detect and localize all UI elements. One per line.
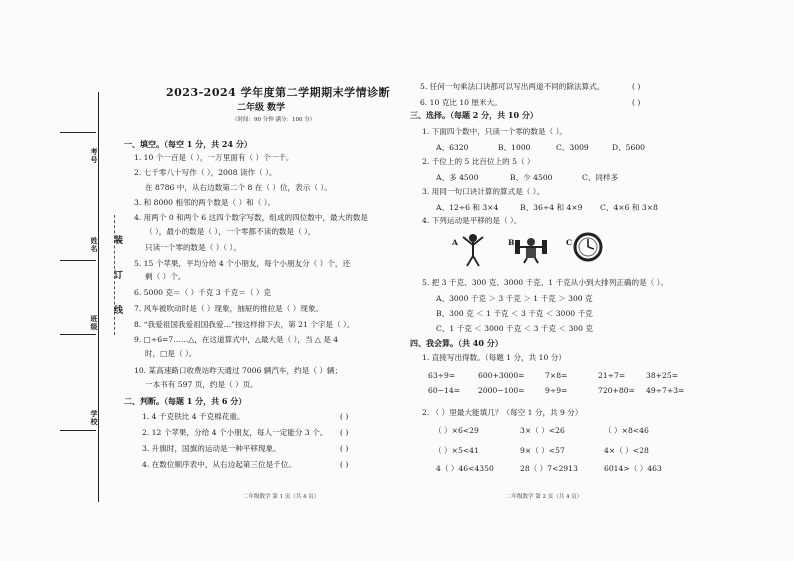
fill-r3-c3: 6014>（ ）463 xyxy=(604,464,662,473)
choice-q5: 5. 把 3 千克、300 克、3000 千克、1 千克从小到大排列正确的是（ ）。 xyxy=(422,278,669,287)
fill-r3-c2: 28（ ）7<2913 xyxy=(520,464,578,473)
exam-no-underline xyxy=(60,132,96,133)
judge-item-2: 2. 12 个苹果，分给 4 个小朋友，每人一定能分 3 个。 xyxy=(142,428,328,437)
fill-item-5: 5. 15 个苹果，平均分给 4 个小朋友，每个小朋友分（ ）个，还 xyxy=(134,259,351,268)
fill-r1-c1: （ ）×6<29 xyxy=(434,426,479,435)
fill-item-4b: （ ），最小的数是（ ），一个零都不读的数是（ ）， xyxy=(145,227,316,236)
exam-no-label: 考号 xyxy=(90,148,99,164)
fill-item-9b: 时，□是（ ）。 xyxy=(145,349,197,358)
exam-time-note: （时间：90 分钟 满分：100 分） xyxy=(232,117,316,123)
fill-r3-c1: 4（ ）46<4350 xyxy=(436,464,494,473)
judge-item-4: 4. 在数位顺序表中，从右边起第三位是千位。 xyxy=(142,460,296,469)
calc-r1-c3: 7×8= xyxy=(545,371,568,380)
name-underline xyxy=(60,260,96,261)
fill-r1-c2: 3×（ ）<26 xyxy=(520,426,565,435)
judge-item-5: 5. 任何一句乘法口诀都可以写出两道不同的除法算式。 xyxy=(420,82,605,91)
fill-item-6: 6. 5000 克＝（ ）千克 3 千克＝（ ）克 xyxy=(134,288,272,297)
choice-q1-opt-d: D、5600 xyxy=(612,143,646,152)
fill-item-1: 1. 10 个一百是（ ），一万里面有（ ）个一千。 xyxy=(134,153,294,162)
fill-item-2b: 在 8786 中，从右边数第二个 8 在（ ）位，表示（ ）。 xyxy=(145,183,332,192)
exam-title: 2023-2024 学年度第二学期期末学情诊断 xyxy=(166,86,391,99)
judge-item-6: 6. 10 克比 10 厘米大。 xyxy=(420,98,502,107)
choice-q5-opt-a: A、3000 千克 ＞ 3 千克 ＞ 1 千克 ＞ 300 克 xyxy=(436,294,593,303)
calc-r1-c1: 63÷9= xyxy=(428,371,456,380)
choice-q4: 4. 下列运动是平移的是（ ）。 xyxy=(422,216,522,225)
binding-xian: 线 xyxy=(112,305,122,316)
name-label: 姓名 xyxy=(90,237,99,253)
binding-ding: 订 xyxy=(112,270,122,281)
section-calc-title: 四、我会算。（共 40 分） xyxy=(410,338,503,348)
calc-r2-c5: 49÷7+3= xyxy=(646,386,685,395)
section-choice-title: 三、选择。（每题 2 分，共 10 分） xyxy=(410,110,538,120)
choice-q1-opt-b: B、1000 xyxy=(498,143,531,152)
judge-paren-3: ( ) xyxy=(340,444,349,453)
choice-q3-opt-b: B、36÷4 和 4×9 xyxy=(520,203,583,212)
grade-subject: 二年级 数学 xyxy=(237,103,286,113)
page-footer-1: 二年级数学 第 1 页（共 4 页） xyxy=(243,494,320,500)
judge-paren-1: ( ) xyxy=(340,412,349,421)
clock-icon xyxy=(573,232,603,262)
choice-q3-opt-a: A、12÷6 和 3×4 xyxy=(436,203,499,212)
fill-r2-c2: 9×（ ）<57 xyxy=(520,446,565,455)
judge-paren-2: ( ) xyxy=(340,428,349,437)
fill-item-5b: 剩（ ）个。 xyxy=(145,272,186,281)
fill-r2-c3: 4×（ ）<28 xyxy=(604,446,649,455)
class-underline xyxy=(60,334,96,335)
calc-r1-c5: 38+25= xyxy=(646,371,679,380)
fill-r1-c3: （ ）×8<46 xyxy=(604,426,649,435)
choice-q2-opt-a: A、多 4500 xyxy=(436,173,479,182)
fill-item-10b: 一本书有 597 页，约是（ ）页。 xyxy=(145,380,258,389)
binding-zhuang: 装 xyxy=(112,235,122,246)
choice-q5-opt-c: C、1 千克 ＜ 3000 千克 ＜ 3 千克 ＜ 300 克 xyxy=(436,324,593,333)
calc-r2-c4: 720+80= xyxy=(598,386,635,395)
calc-r1-c4: 21÷7= xyxy=(598,371,626,380)
calc-r2-c2: 2000−100= xyxy=(478,386,525,395)
page-footer-2: 二年级数学 第 2 页（共 4 页） xyxy=(506,494,583,500)
choice-q4-label-b: B xyxy=(508,238,515,247)
fill-item-3: 3. 和 8000 相邻的两个数是（ ）和（ ）。 xyxy=(134,198,276,207)
person-exercising-icon xyxy=(459,232,487,268)
choice-q4-label-c: C xyxy=(566,238,573,247)
choice-q1-opt-c: C、3009 xyxy=(556,143,589,152)
judge-paren-5: ( ) xyxy=(632,82,641,91)
school-label: 学校 xyxy=(90,410,99,426)
choice-q3-opt-c: C、4×6 和 3×8 xyxy=(600,203,658,212)
fill-item-8: 8. “我爱祖国我爱祖国我爱…”按这样排下去，第 21 个字是（ ）。 xyxy=(134,320,355,329)
weightlifter-icon xyxy=(514,236,548,264)
school-underline xyxy=(60,430,96,431)
fill-item-4c: 只读一个零的数是（ ）（ ）。 xyxy=(145,243,241,252)
calc-r2-c3: 9÷9= xyxy=(545,386,568,395)
judge-paren-6: ( ) xyxy=(632,98,641,107)
calc-q1-title: 1. 直接写出得数。（每题 1 分，共 10 分） xyxy=(422,353,566,362)
fill-item-4: 4. 用两个 0 和两个 6 这四个数字写数，组成的四位数中，最大的数是 xyxy=(134,213,369,222)
calc-r2-c1: 60−14= xyxy=(428,386,461,395)
fill-item-10: 10. 某高速路口收费站昨天通过 7006 辆汽车，约是（ ）辆； xyxy=(134,366,343,375)
choice-q1: 1. 下面四个数中，只读一个零的数是（ ）。 xyxy=(422,127,567,136)
calc-q2-title: 2. （ ）里最大能填几？（每空 1 分，共 9 分） xyxy=(422,408,583,417)
judge-item-1: 1. 4 千克铁比 4 千克棉花重。 xyxy=(142,412,245,421)
choice-q2-opt-c: C、同样多 xyxy=(582,173,619,182)
fill-r2-c1: （ ）×5<41 xyxy=(434,446,479,455)
class-label: 班级 xyxy=(90,315,99,331)
choice-q3: 3. 用同一句口诀计算的算式是（ ）。 xyxy=(422,187,545,196)
judge-paren-4: ( ) xyxy=(340,460,349,469)
section-judge-title: 二、判断。（每题 1 分，共 6 分） xyxy=(124,396,247,406)
fill-item-7: 7. 风车被吹动时是（ ）现象，抽屉的推拉是（ ）现象。 xyxy=(134,304,324,313)
choice-q4-label-a: A xyxy=(452,238,458,247)
calc-r1-c2: 600+3000= xyxy=(478,371,525,380)
fill-item-2: 2. 七千零八十写作（ ），2008 读作（ ）。 xyxy=(134,168,277,177)
choice-q2-opt-b: B、少 4500 xyxy=(510,173,553,182)
section-fill-blank-title: 一、填空。（每空 1 分，共 24 分） xyxy=(124,139,252,149)
fill-item-9: 9. □÷6=7……△，在这道算式中，△最大是（ ），当 △ 是 4 xyxy=(134,335,339,344)
choice-q2: 2. 千位上的 5 比百位上的 5（ ） xyxy=(422,157,535,166)
choice-q5-opt-b: B、300 克 ＜ 1 千克 ＜ 3 千克 ＜ 3000 千克 xyxy=(436,309,593,318)
choice-q1-opt-a: A、6320 xyxy=(436,143,469,152)
judge-item-3: 3. 升旗时，国旗的运动是一种平移现象。 xyxy=(142,444,281,453)
